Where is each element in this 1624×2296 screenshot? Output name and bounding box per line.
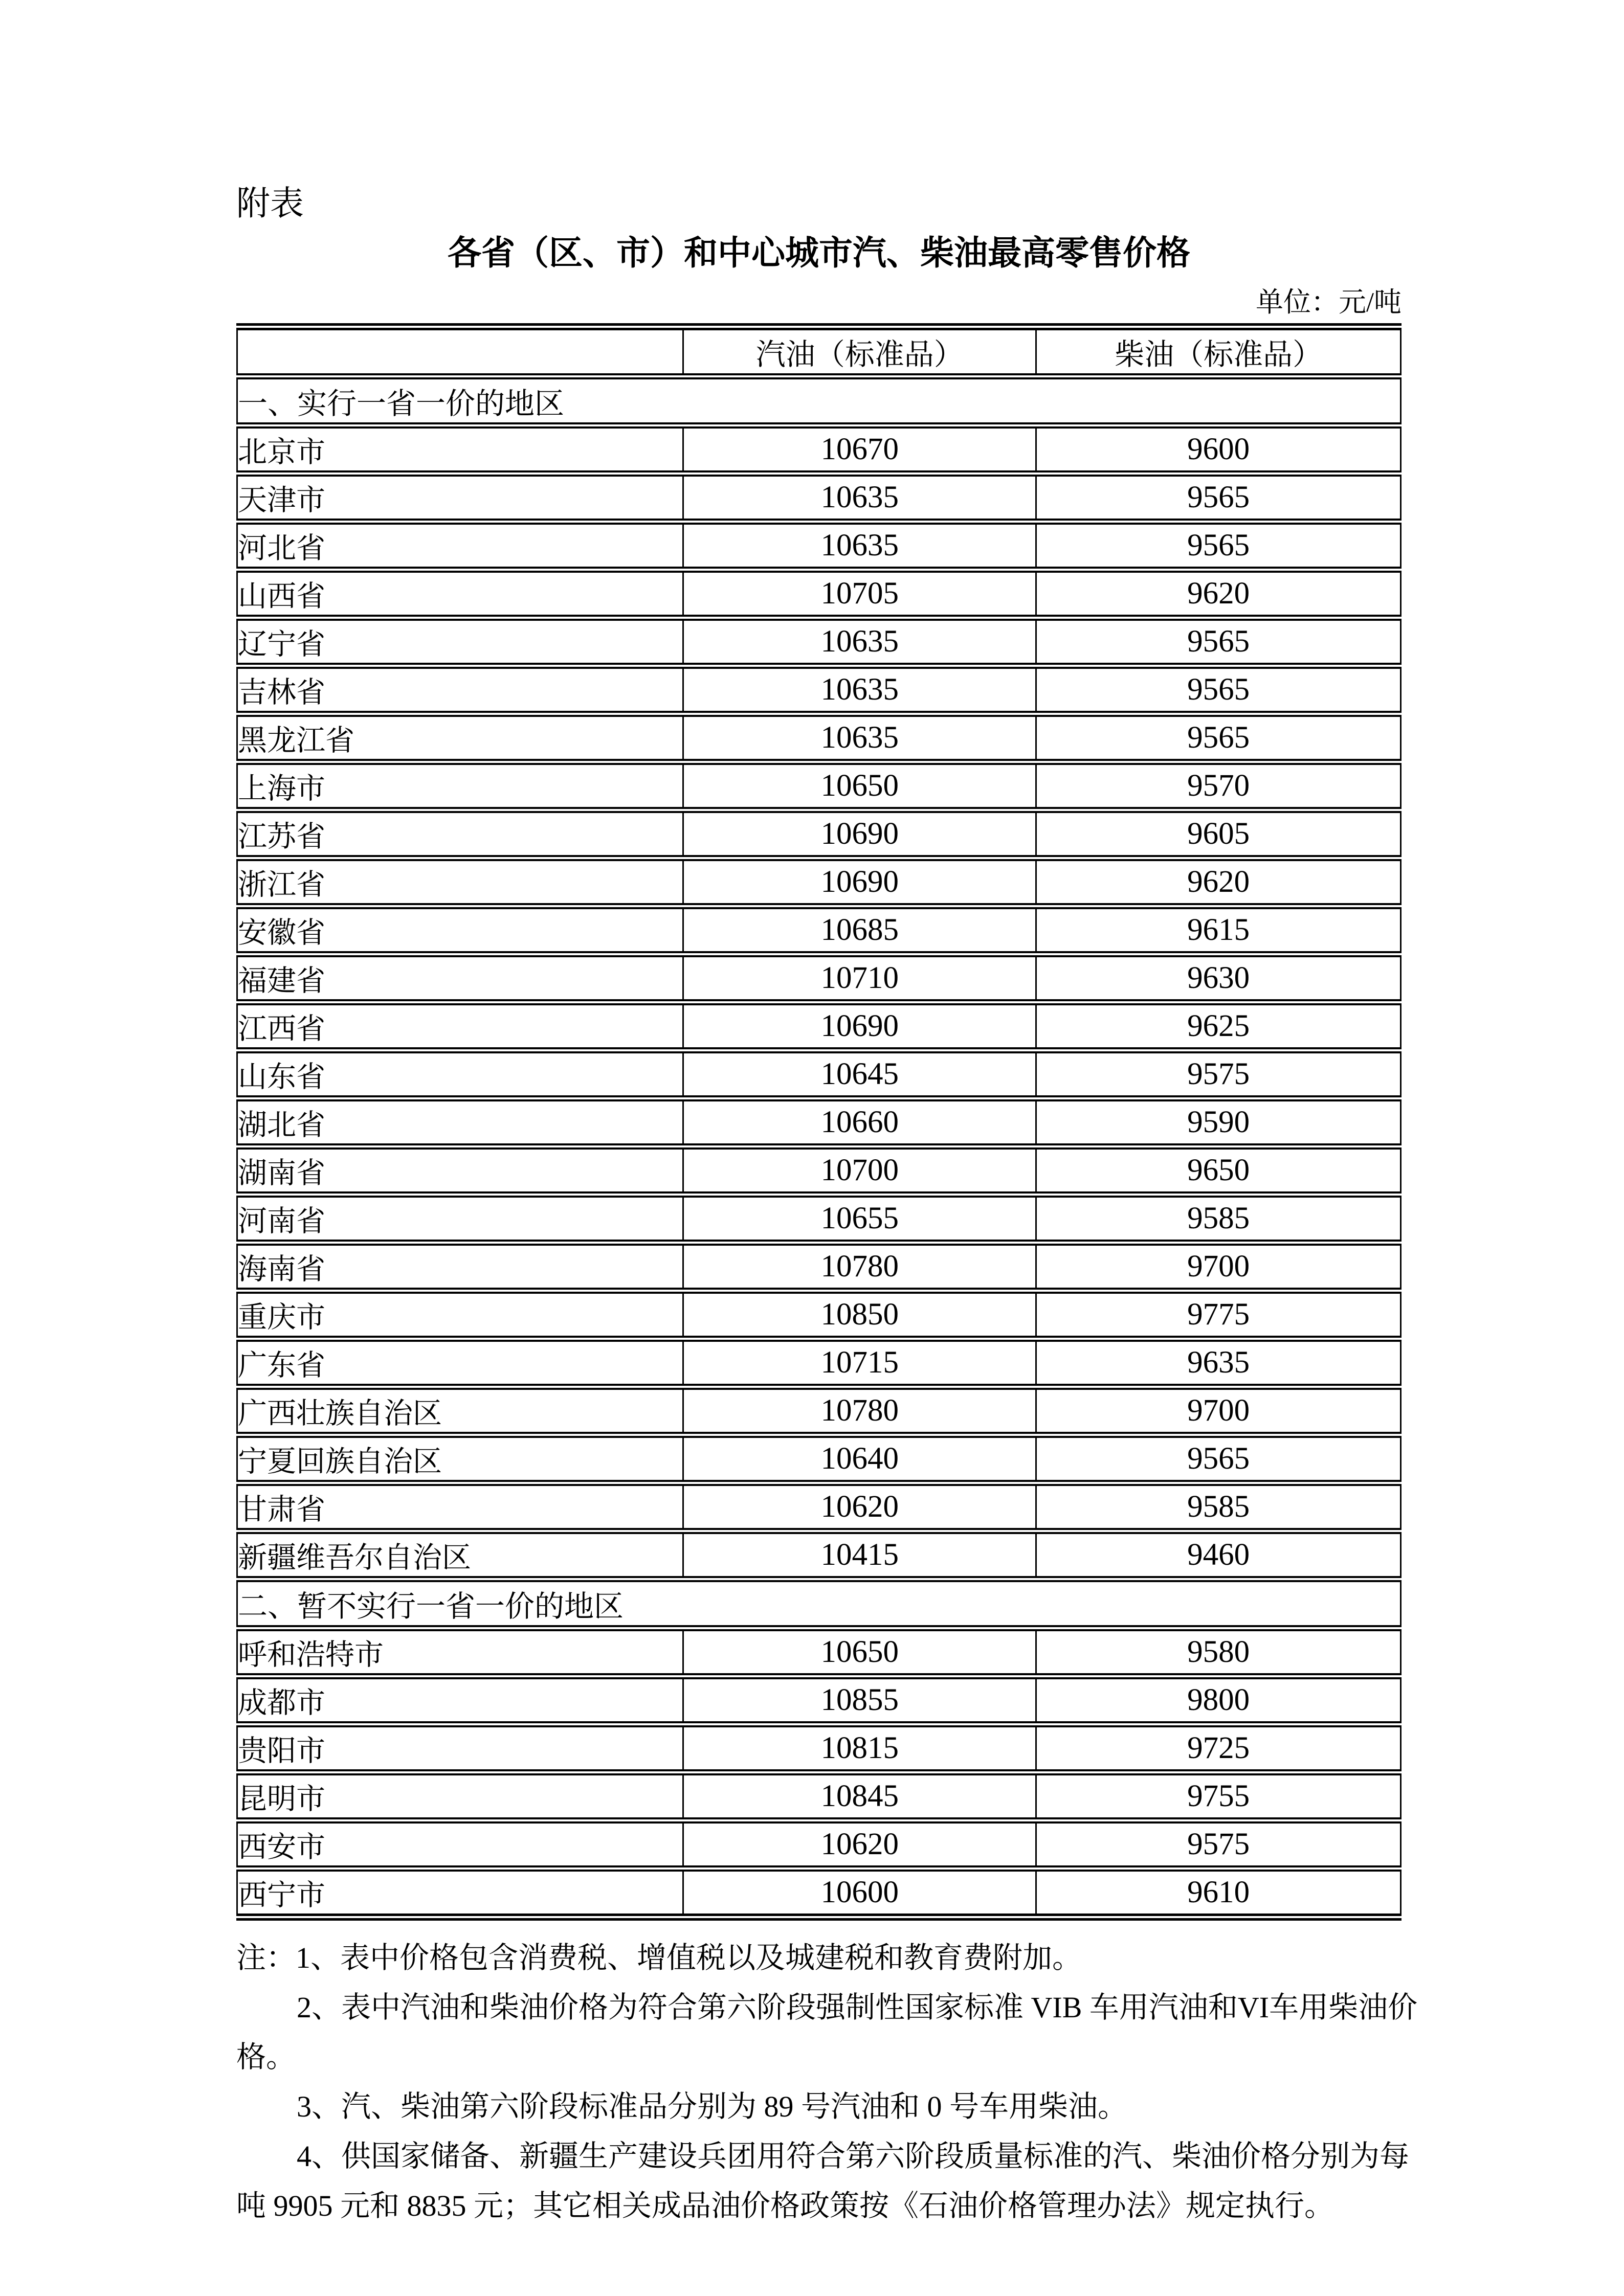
diesel-price: 9725 bbox=[1036, 1724, 1401, 1772]
table-row bbox=[237, 1291, 1401, 1339]
diesel-price: 9630 bbox=[1036, 954, 1401, 1002]
gasoline-price: 10635 bbox=[683, 714, 1036, 762]
table-row bbox=[237, 810, 1401, 858]
gasoline-price: 10635 bbox=[683, 522, 1036, 570]
region-name: 安徽省 bbox=[237, 906, 683, 954]
diesel-price: 9615 bbox=[1036, 906, 1401, 954]
table-row bbox=[237, 522, 1401, 570]
header-row bbox=[237, 327, 1401, 376]
diesel-price: 9700 bbox=[1036, 1387, 1401, 1435]
table-row bbox=[237, 1531, 1401, 1579]
region-name: 成都市 bbox=[237, 1676, 683, 1724]
gasoline-price: 10690 bbox=[683, 858, 1036, 906]
diesel-price: 9565 bbox=[1036, 618, 1401, 666]
gasoline-price: 10780 bbox=[683, 1387, 1036, 1435]
region-name: 甘肃省 bbox=[237, 1483, 683, 1531]
table-row bbox=[237, 1195, 1401, 1243]
gasoline-price: 10780 bbox=[683, 1243, 1036, 1291]
diesel-price: 9755 bbox=[1036, 1772, 1401, 1820]
footnote-line: 4、供国家储备、新疆生产建设兵团用符合第六阶段质量标准的汽、柴油价格分别为每 bbox=[297, 2139, 1410, 2173]
region-name: 新疆维吾尔自治区 bbox=[237, 1531, 683, 1579]
section-heading: 一、实行一省一价的地区 bbox=[237, 376, 1401, 425]
region-name: 辽宁省 bbox=[237, 618, 683, 666]
gasoline-price: 10710 bbox=[683, 954, 1036, 1002]
gasoline-price: 10650 bbox=[683, 762, 1036, 810]
section-heading-row bbox=[237, 1579, 1401, 1628]
region-name: 西宁市 bbox=[237, 1869, 683, 1917]
header-region-column bbox=[237, 327, 683, 376]
diesel-price: 9650 bbox=[1036, 1146, 1401, 1195]
diesel-price: 9565 bbox=[1036, 522, 1401, 570]
region-name: 广西壮族自治区 bbox=[237, 1387, 683, 1435]
diesel-price: 9620 bbox=[1036, 858, 1401, 906]
gasoline-price: 10685 bbox=[683, 906, 1036, 954]
header-diesel-column: 柴油（标准品） bbox=[1036, 327, 1401, 376]
table-row bbox=[237, 1243, 1401, 1291]
region-name: 黑龙江省 bbox=[237, 714, 683, 762]
region-name: 西安市 bbox=[237, 1820, 683, 1869]
diesel-price: 9570 bbox=[1036, 762, 1401, 810]
region-name: 湖南省 bbox=[237, 1146, 683, 1195]
region-name: 宁夏回族自治区 bbox=[237, 1435, 683, 1483]
region-name: 天津市 bbox=[237, 474, 683, 522]
unit-note: 单位：元/吨 bbox=[1255, 286, 1401, 318]
gasoline-price: 10415 bbox=[683, 1531, 1036, 1579]
footnote-line: 吨 9905 元和 8835 元；其它相关成品油价格政策按《石油价格管理办法》规定执行。 bbox=[236, 2189, 1334, 2222]
diesel-price: 9605 bbox=[1036, 810, 1401, 858]
section-heading-row bbox=[237, 376, 1401, 425]
gasoline-price: 10635 bbox=[683, 666, 1036, 714]
table-row bbox=[237, 1820, 1401, 1869]
table-row bbox=[237, 714, 1401, 762]
region-name: 湖北省 bbox=[237, 1098, 683, 1146]
diesel-price: 9610 bbox=[1036, 1869, 1401, 1917]
diesel-price: 9565 bbox=[1036, 474, 1401, 522]
gasoline-price: 10705 bbox=[683, 570, 1036, 618]
region-name: 上海市 bbox=[237, 762, 683, 810]
diesel-price: 9460 bbox=[1036, 1531, 1401, 1579]
attachment-label: 附表 bbox=[236, 185, 304, 222]
gasoline-price: 10645 bbox=[683, 1050, 1036, 1098]
region-name: 重庆市 bbox=[237, 1291, 683, 1339]
gasoline-price: 10660 bbox=[683, 1098, 1036, 1146]
region-name: 广东省 bbox=[237, 1339, 683, 1387]
gasoline-price: 10635 bbox=[683, 474, 1036, 522]
region-name: 江苏省 bbox=[237, 810, 683, 858]
diesel-price: 9575 bbox=[1036, 1050, 1401, 1098]
diesel-price: 9620 bbox=[1036, 570, 1401, 618]
document-page bbox=[236, 0, 1418, 2231]
region-name: 山东省 bbox=[237, 1050, 683, 1098]
table-row bbox=[237, 1772, 1401, 1820]
footnotes bbox=[236, 1933, 1418, 2231]
gasoline-price: 10650 bbox=[683, 1628, 1036, 1676]
gasoline-price: 10845 bbox=[683, 1772, 1036, 1820]
table-row bbox=[237, 762, 1401, 810]
region-name: 福建省 bbox=[237, 954, 683, 1002]
gasoline-price: 10620 bbox=[683, 1483, 1036, 1531]
footnote-line: 2、表中汽油和柴油价格为符合第六阶段强制性国家标准 VIB 车用汽油和VI车用柴油价 bbox=[297, 1990, 1418, 2024]
gasoline-price: 10815 bbox=[683, 1724, 1036, 1772]
gasoline-price: 10855 bbox=[683, 1676, 1036, 1724]
gasoline-price: 10635 bbox=[683, 618, 1036, 666]
region-name: 海南省 bbox=[237, 1243, 683, 1291]
table-row bbox=[237, 1098, 1401, 1146]
region-name: 北京市 bbox=[237, 425, 683, 474]
diesel-price: 9600 bbox=[1036, 425, 1401, 474]
table-row bbox=[237, 1002, 1401, 1050]
table-row bbox=[237, 570, 1401, 618]
gasoline-price: 10690 bbox=[683, 810, 1036, 858]
gasoline-price: 10600 bbox=[683, 1869, 1036, 1917]
table-row bbox=[237, 906, 1401, 954]
table-row bbox=[237, 1869, 1401, 1917]
gasoline-price: 10655 bbox=[683, 1195, 1036, 1243]
diesel-price: 9565 bbox=[1036, 1435, 1401, 1483]
table-row bbox=[237, 1676, 1401, 1724]
region-name: 呼和浩特市 bbox=[237, 1628, 683, 1676]
table-row bbox=[237, 1435, 1401, 1483]
header-gasoline-column: 汽油（标准品） bbox=[683, 327, 1036, 376]
diesel-price: 9585 bbox=[1036, 1483, 1401, 1531]
gasoline-price: 10640 bbox=[683, 1435, 1036, 1483]
diesel-price: 9625 bbox=[1036, 1002, 1401, 1050]
region-name: 江西省 bbox=[237, 1002, 683, 1050]
table-row bbox=[237, 1724, 1401, 1772]
table-row bbox=[237, 474, 1401, 522]
diesel-price: 9800 bbox=[1036, 1676, 1401, 1724]
table-row bbox=[237, 1146, 1401, 1195]
diesel-price: 9775 bbox=[1036, 1291, 1401, 1339]
table-row bbox=[237, 1050, 1401, 1098]
region-name: 河北省 bbox=[237, 522, 683, 570]
table-row bbox=[237, 858, 1401, 906]
page-title: 各省（区、市）和中心城市汽、柴油最高零售价格 bbox=[448, 235, 1190, 272]
gasoline-price: 10850 bbox=[683, 1291, 1036, 1339]
table-row bbox=[237, 1387, 1401, 1435]
gasoline-price: 10620 bbox=[683, 1820, 1036, 1869]
diesel-price: 9700 bbox=[1036, 1243, 1401, 1291]
diesel-price: 9580 bbox=[1036, 1628, 1401, 1676]
gasoline-price: 10690 bbox=[683, 1002, 1036, 1050]
footnote-line: 格。 bbox=[236, 2040, 296, 2074]
diesel-price: 9575 bbox=[1036, 1820, 1401, 1869]
price-table-header bbox=[237, 327, 1401, 376]
table-row bbox=[237, 954, 1401, 1002]
gasoline-price: 10670 bbox=[683, 425, 1036, 474]
table-row bbox=[237, 1628, 1401, 1676]
price-table-body bbox=[237, 376, 1401, 1917]
region-name: 浙江省 bbox=[237, 858, 683, 906]
diesel-price: 9565 bbox=[1036, 714, 1401, 762]
region-name: 河南省 bbox=[237, 1195, 683, 1243]
table-row bbox=[237, 666, 1401, 714]
diesel-price: 9585 bbox=[1036, 1195, 1401, 1243]
diesel-price: 9590 bbox=[1036, 1098, 1401, 1146]
region-name: 昆明市 bbox=[237, 1772, 683, 1820]
section-heading: 二、暂不实行一省一价的地区 bbox=[237, 1579, 1401, 1628]
table-row bbox=[237, 425, 1401, 474]
table-row bbox=[237, 1339, 1401, 1387]
footnote-line: 3、汽、柴油第六阶段标准品分别为 89 号汽油和 0 号车用柴油。 bbox=[297, 2089, 1128, 2123]
table-row bbox=[237, 1483, 1401, 1531]
region-name: 山西省 bbox=[237, 570, 683, 618]
region-name: 吉林省 bbox=[237, 666, 683, 714]
gasoline-price: 10715 bbox=[683, 1339, 1036, 1387]
footnote-line: 注：1、表中价格包含消费税、增值税以及城建税和教育费附加。 bbox=[236, 1941, 1082, 1974]
region-name: 贵阳市 bbox=[237, 1724, 683, 1772]
gasoline-price: 10700 bbox=[683, 1146, 1036, 1195]
diesel-price: 9565 bbox=[1036, 666, 1401, 714]
price-table bbox=[236, 323, 1401, 1921]
diesel-price: 9635 bbox=[1036, 1339, 1401, 1387]
table-row bbox=[237, 618, 1401, 666]
